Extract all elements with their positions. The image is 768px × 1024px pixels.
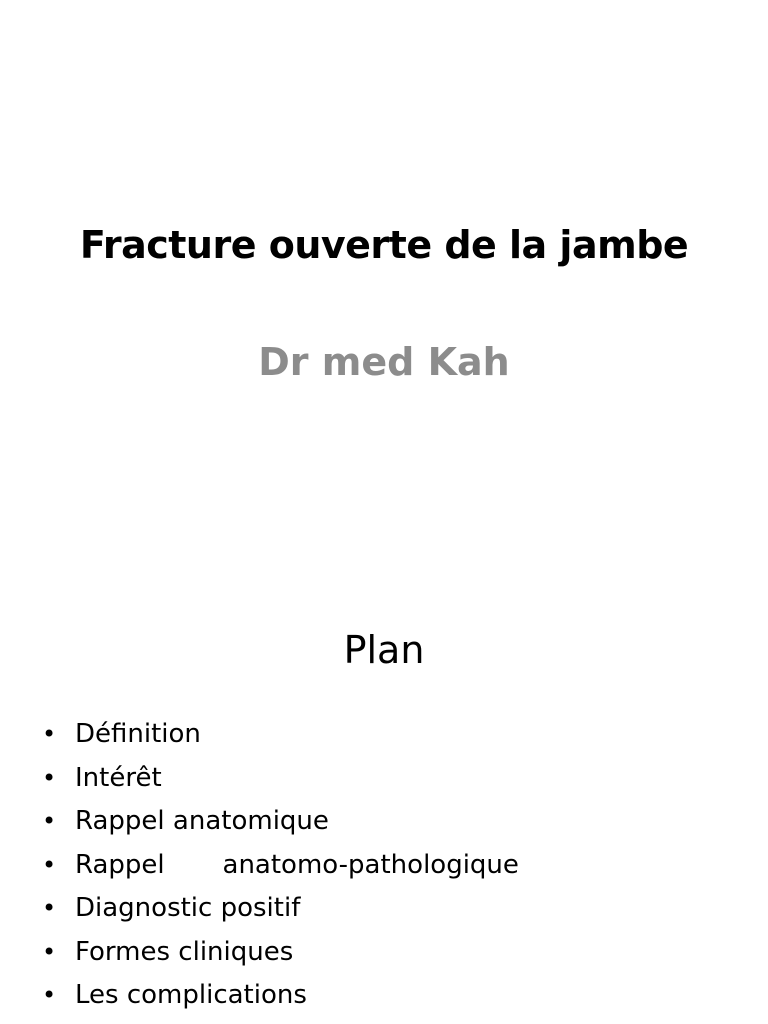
list-item-label: Rappel anatomo-pathologique (75, 849, 519, 880)
bullet-icon: • (42, 720, 57, 748)
list-item (42, 801, 519, 845)
slide-title: Fracture ouverte de la jambe (79, 223, 689, 267)
list-item-label: Diagnostic positif (75, 893, 301, 923)
plan-heading: Plan (343, 628, 425, 672)
list-item-label: Les complications (75, 980, 307, 1010)
plan-slide (0, 576, 768, 1024)
bullet-icon: • (42, 807, 57, 835)
bullet-icon: • (42, 763, 57, 792)
list-item (42, 932, 519, 976)
list-item (42, 888, 519, 932)
list-item (42, 714, 519, 758)
bullet-icon: • (42, 850, 57, 879)
list-item-label: Intérêt (75, 762, 162, 793)
list-item (42, 758, 519, 802)
list-item (42, 845, 519, 889)
slide-subtitle-author: Dr med Kah (258, 340, 510, 384)
list-item-label: Définition (75, 719, 201, 749)
bullet-icon: • (42, 894, 57, 922)
bullet-icon: • (42, 981, 57, 1009)
bullet-icon: • (42, 937, 57, 966)
list-item (42, 975, 519, 1019)
list-item-label: Rappel anatomique (75, 806, 329, 836)
plan-bullet-list (42, 714, 519, 1019)
list-item-label: Formes cliniques (75, 936, 294, 967)
